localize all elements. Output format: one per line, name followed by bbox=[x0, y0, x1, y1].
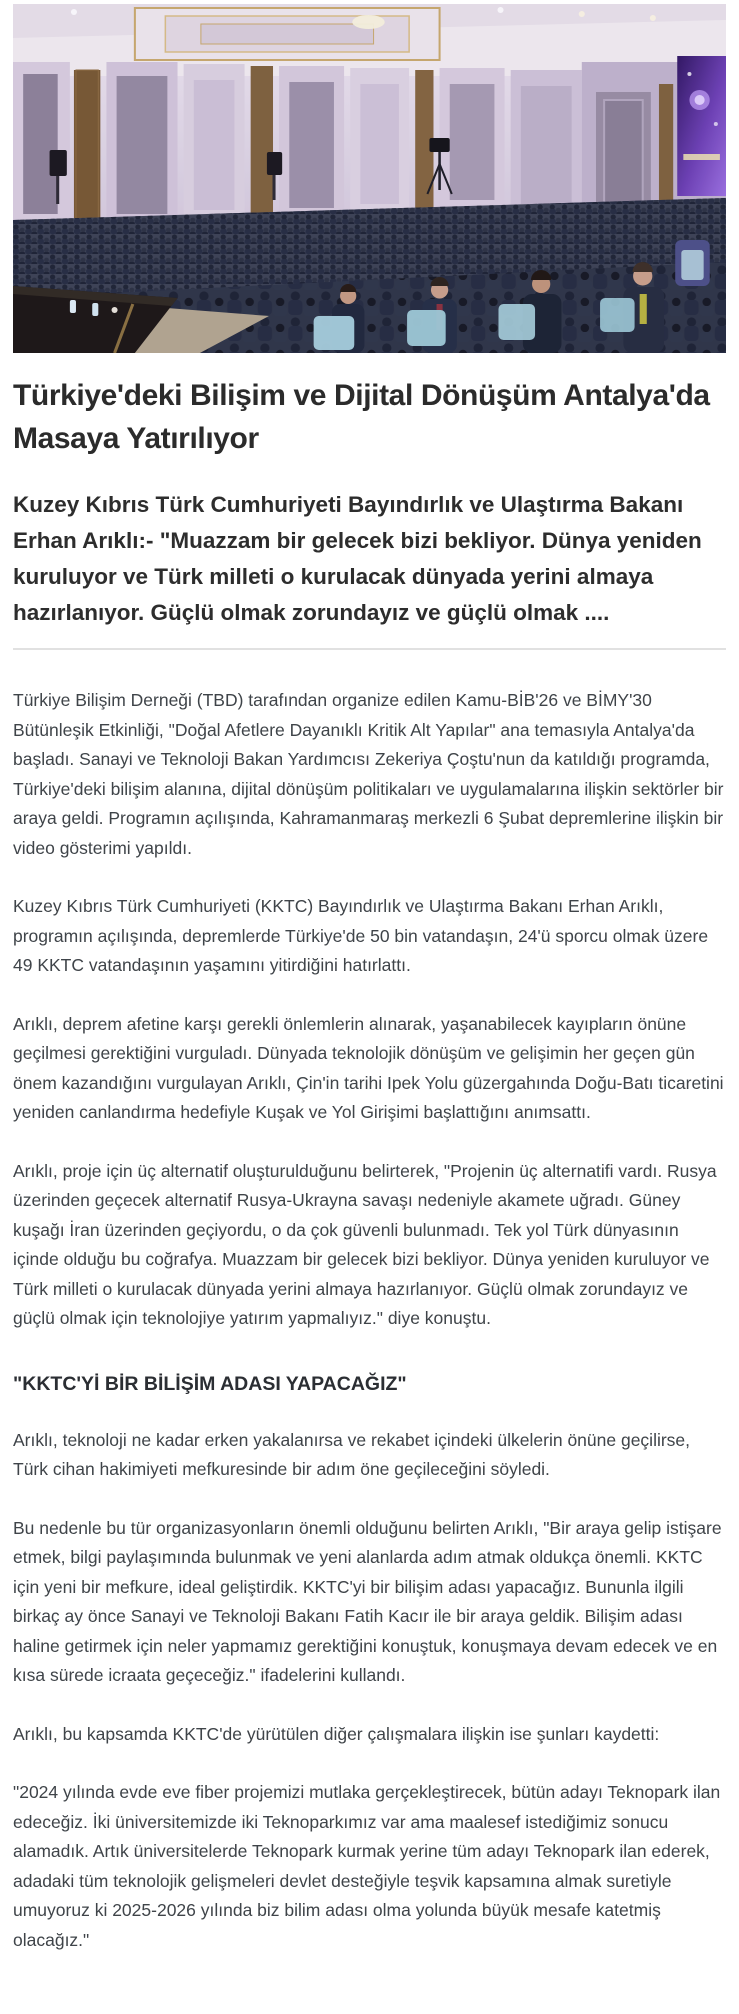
paragraph: Türkiye Bilişim Derneği (TBD) tarafından organize edilen Kamu-BİB'26 ve BİMY'30 Bütünleşik Etkinliği, "Doğal Afetlere Dayanıklı Kritik Alt Yapılar" ana temasıyla Antalya'da başladı. Sanayi ve Teknoloji Bakan Yardımcısı Zekeriya Çoştu'nun da katıldığı programda, Türkiye'deki bilişim alanına, dijital dönüşüm politikaları ve uygulamalarına ilişkin sektörler bir araya geldi. Programın açılışında, Kahramanmaraş merkezli 6 Şubat depremlerine ilişkin bir video gösterimi yapıldı. bbox=[13, 690, 724, 858]
paragraph: Arıklı, deprem afetine karşı gerekli önlemlerin alınarak, yaşanabilecek kayıpların önüne geçilmesi gerektiğini vurguladı. Dünyada teknolojik dönüşüm ve gelişimin her geçen gün önem kazandığını vurgulayan Arıklı, Çin'in tarihi Ipek Yolu güzergahında Doğu-Batı ticaretini yeniden canlandırma hedefiyle Kuşak ve Yol Girişimi başlattığını anımsattı. bbox=[13, 1013, 724, 1122]
article-lede: Kuzey Kıbrıs Türk Cumhuriyeti Bayındırlık ve Ulaştırma Bakanı Erhan Arıklı:- "Muazzam bir gelecek bizi bekliyor. Dünya yeniden kuruluyor ve Türk milleti o kurulacak dünyada yerini almaya hazırlanıyor. Güçlü olmak zorundayız ve güçlü olmak .... bbox=[13, 492, 702, 625]
article-title: Türkiye'deki Bilişim ve Dijital Dönüşüm Antalya'da Masaya Yatırılıyor bbox=[13, 379, 710, 455]
article-body bbox=[13, 686, 726, 1955]
divider bbox=[13, 648, 726, 650]
paragraph: Arıklı, teknoloji ne kadar erken yakalanırsa ve rekabet içindeki ülkelerin önüne geçilirse, Türk cihan hakimiyeti mefkuresinde bir adım öne geçileceğini söyledi. bbox=[13, 1429, 691, 1479]
article-photo bbox=[13, 4, 726, 353]
article-subheading: "KKTC'Yİ BİR BİLİŞİM ADASI YAPACAĞIZ" bbox=[13, 1372, 407, 1395]
paragraph: Bu nedenle bu tür organizasyonların önemli olduğunu belirten Arıklı, "Bir araya gelip istişare etmek, bilgi paylaşımında bulunmak ve yeni alanlarda adım atmak oldukça önemli. KKTC için yeni bir mefkure, ideal geliştirdik. KKTC'yi bir bilişim adası yapacağız. Bununla ilgili birkaç ay önce Sanayi ve Teknoloji Bakanı Fatih Kacır ile bir araya geldik. Bilişim adası haline getirmek için neler yapmamız gerektiğini konuştuk, konuşmaya devam edecek ve en kısa sürede icraata geçeceğiz." ifadelerini kullandı. bbox=[13, 1517, 722, 1685]
paragraph: Arıklı, bu kapsamda KKTC'de yürütülen diğer çalışmalara ilişkin ise şunları kaydetti: bbox=[13, 1723, 660, 1744]
paragraph: Kuzey Kıbrıs Türk Cumhuriyeti (KKTC) Bayındırlık ve Ulaştırma Bakanı Erhan Arıklı, programın açılışında, depremlerde Türkiye'de 50 bin vatandaşın, 24'ü sporcu olmak üzere 49 KKTC vatandaşının yaşamını yitirdiğini hatırlattı. bbox=[13, 896, 709, 975]
paragraph: "2024 yılında evde eve fiber projemizi mutlaka gerçekleştirecek, bütün adayı Teknopark ilan edeceğiz. İki üniversitemizde iki Teknoparkımız var ama maalesef istediğimiz sonucu alamadık. Artık üniversitelerde Teknopark kurmak yerine tüm adayı Teknopark ilan ederek, adadaki tüm teknolojik gelişmeleri devlet desteğiyle teşvik kapsamına almak suretiyle umuyoruz ki 2025-2026 yılında biz bilim adası olma yolunda büyük mesafe katetmiş olacağız." bbox=[13, 1782, 721, 1950]
paragraph: Arıklı, proje için üç alternatif oluşturulduğunu belirterek, "Projenin üç alternatifi vardı. Rusya üzerinden geçecek alternatif Rusya-Ukrayna savaşı nedeniyle akamete uğradı. Güney kuşağı İran üzerinden geçiyordu, o da çok güvenli bulunmadı. Tek yol Türk dünyasının içinde olduğu bu coğrafya. Muazzam bir gelecek bizi bekliyor. Dünya yeniden kuruluyor ve Türk milleti o kurulacak dünyada yerini almaya hazırlanıyor. Güçlü olmak zorundayız ve güçlü olmak için teknolojiye yatırım yapmalıyız." diye konuştu. bbox=[13, 1160, 717, 1328]
conference-audience-photo-illustration bbox=[13, 4, 726, 353]
